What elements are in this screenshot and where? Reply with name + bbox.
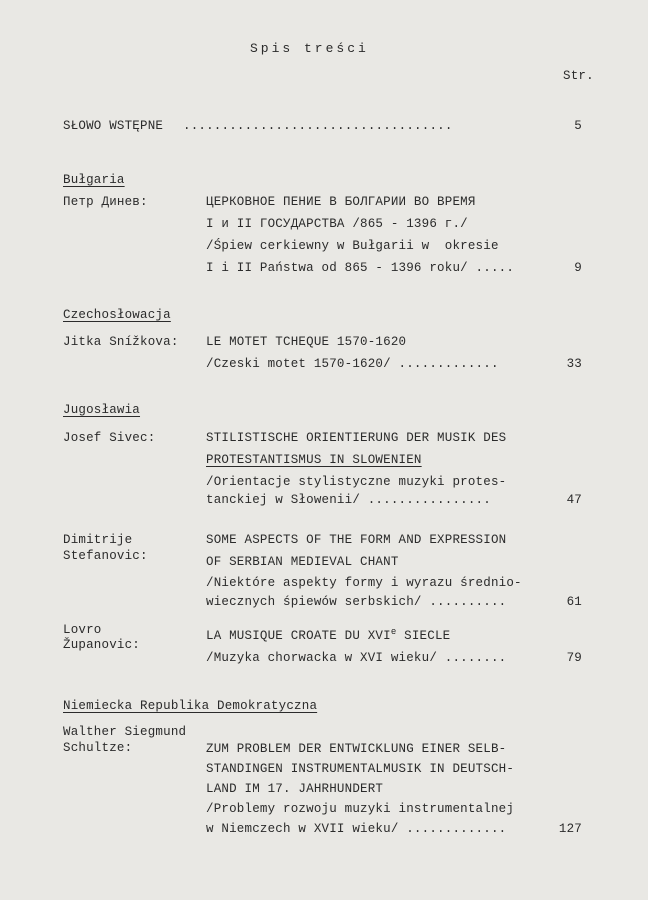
entry-author-line: Lovro (63, 623, 102, 637)
entry-title-line: SOME ASPECTS OF THE FORM AND EXPRESSION (206, 533, 507, 547)
entry-title-line: OF SERBIAN MEDIEVAL CHANT (206, 555, 399, 569)
entry-title-line (206, 628, 450, 644)
entry-author-line: Walther Siegmund (63, 725, 187, 739)
entry-translation-line: w Niemczech w XVII wieku/ ............. (206, 822, 507, 836)
entry-page-number: 61 (566, 595, 582, 609)
entry-title-line: PROTESTANTISMUS IN SLOWENIEN (206, 453, 422, 467)
entry-author: Josef Sivec: (63, 431, 156, 445)
entry-title-line: ЦЕРКОВНОЕ ПЕНИЕ В БОЛГАРИИ ВО ВРЕМЯ (206, 195, 476, 209)
entry-page-number: 9 (574, 261, 582, 275)
entry-translation-line: /Śpiew cerkiewny w Bułgarii w okresie (206, 239, 499, 253)
entry-author-line: Schultze: (63, 741, 133, 755)
entry-page-number: 47 (566, 493, 582, 507)
entry-title-text: LA MUSIQUE CROATE DU XVI (206, 629, 391, 643)
entry-author-line: Stefanovic: (63, 549, 148, 563)
entry-title-tail: SIECLE (396, 629, 451, 643)
entry-translation-line: /Orientacje stylistyczne muzyki protes- (206, 475, 507, 489)
entry-title-line: LAND IM 17. JAHRHUNDERT (206, 782, 384, 796)
section-heading-czechoslovakia: Czechosłowacja (63, 308, 171, 322)
entry-translation-line: /Niektóre aspekty formy i wyrazu średnio- (206, 576, 522, 590)
intro-title: SŁOWO WSTĘPNE (63, 119, 164, 133)
intro-page-number: 5 (574, 119, 582, 133)
section-heading-yugoslavia: Jugosławia (63, 403, 141, 417)
page-column-label: Str. (563, 69, 594, 83)
entry-translation-line: tanckiej w Słowenii/ ................ (206, 493, 491, 507)
entry-title-line: STILISTISCHE ORIENTIERUNG DER MUSIK DES (206, 431, 507, 445)
entry-title-line: ZUM PROBLEM DER ENTWICKLUNG EINER SELB- (206, 742, 507, 756)
entry-author: Jitka Snížkova: (63, 335, 179, 349)
entry-translation-line: /Czeski motet 1570-1620/ ............. (206, 357, 499, 371)
entry-page-number: 33 (566, 357, 582, 371)
section-heading-bulgaria: Bułgaria (63, 173, 125, 187)
entry-translation-line: /Problemy rozwoju muzyki instrumentalnej (206, 802, 515, 816)
entry-author-line: Dimitrije (63, 533, 133, 547)
entry-title-line: STANDINGEN INSTRUMENTALMUSIK IN DEUTSCH- (206, 762, 515, 776)
entry-translation-line: wiecznych śpiewów serbskich/ .......... (206, 595, 507, 609)
entry-translation-line: /Muzyka chorwacka w XVI wieku/ ........ (206, 651, 507, 665)
entry-translation-line: I i II Państwa od 865 - 1396 roku/ ..... (206, 261, 515, 275)
entry-page-number: 127 (558, 822, 582, 836)
entry-title-line: I и II ГОСУДАРСТВА /865 - 1396 г./ (206, 217, 468, 231)
entry-page-number: 79 (566, 651, 582, 665)
section-heading-gdr: Niemiecka Republika Demokratyczna (63, 699, 318, 713)
entry-title-line: LE MOTET TCHEQUE 1570-1620 (206, 335, 407, 349)
entry-author: Петр Динев: (63, 195, 148, 209)
page-title: Spis treści (250, 41, 369, 56)
entry-author-line: Županovic: (63, 638, 141, 652)
entry-title-superscript: e (390, 626, 397, 637)
intro-leader-dots: ................................... (183, 119, 453, 133)
